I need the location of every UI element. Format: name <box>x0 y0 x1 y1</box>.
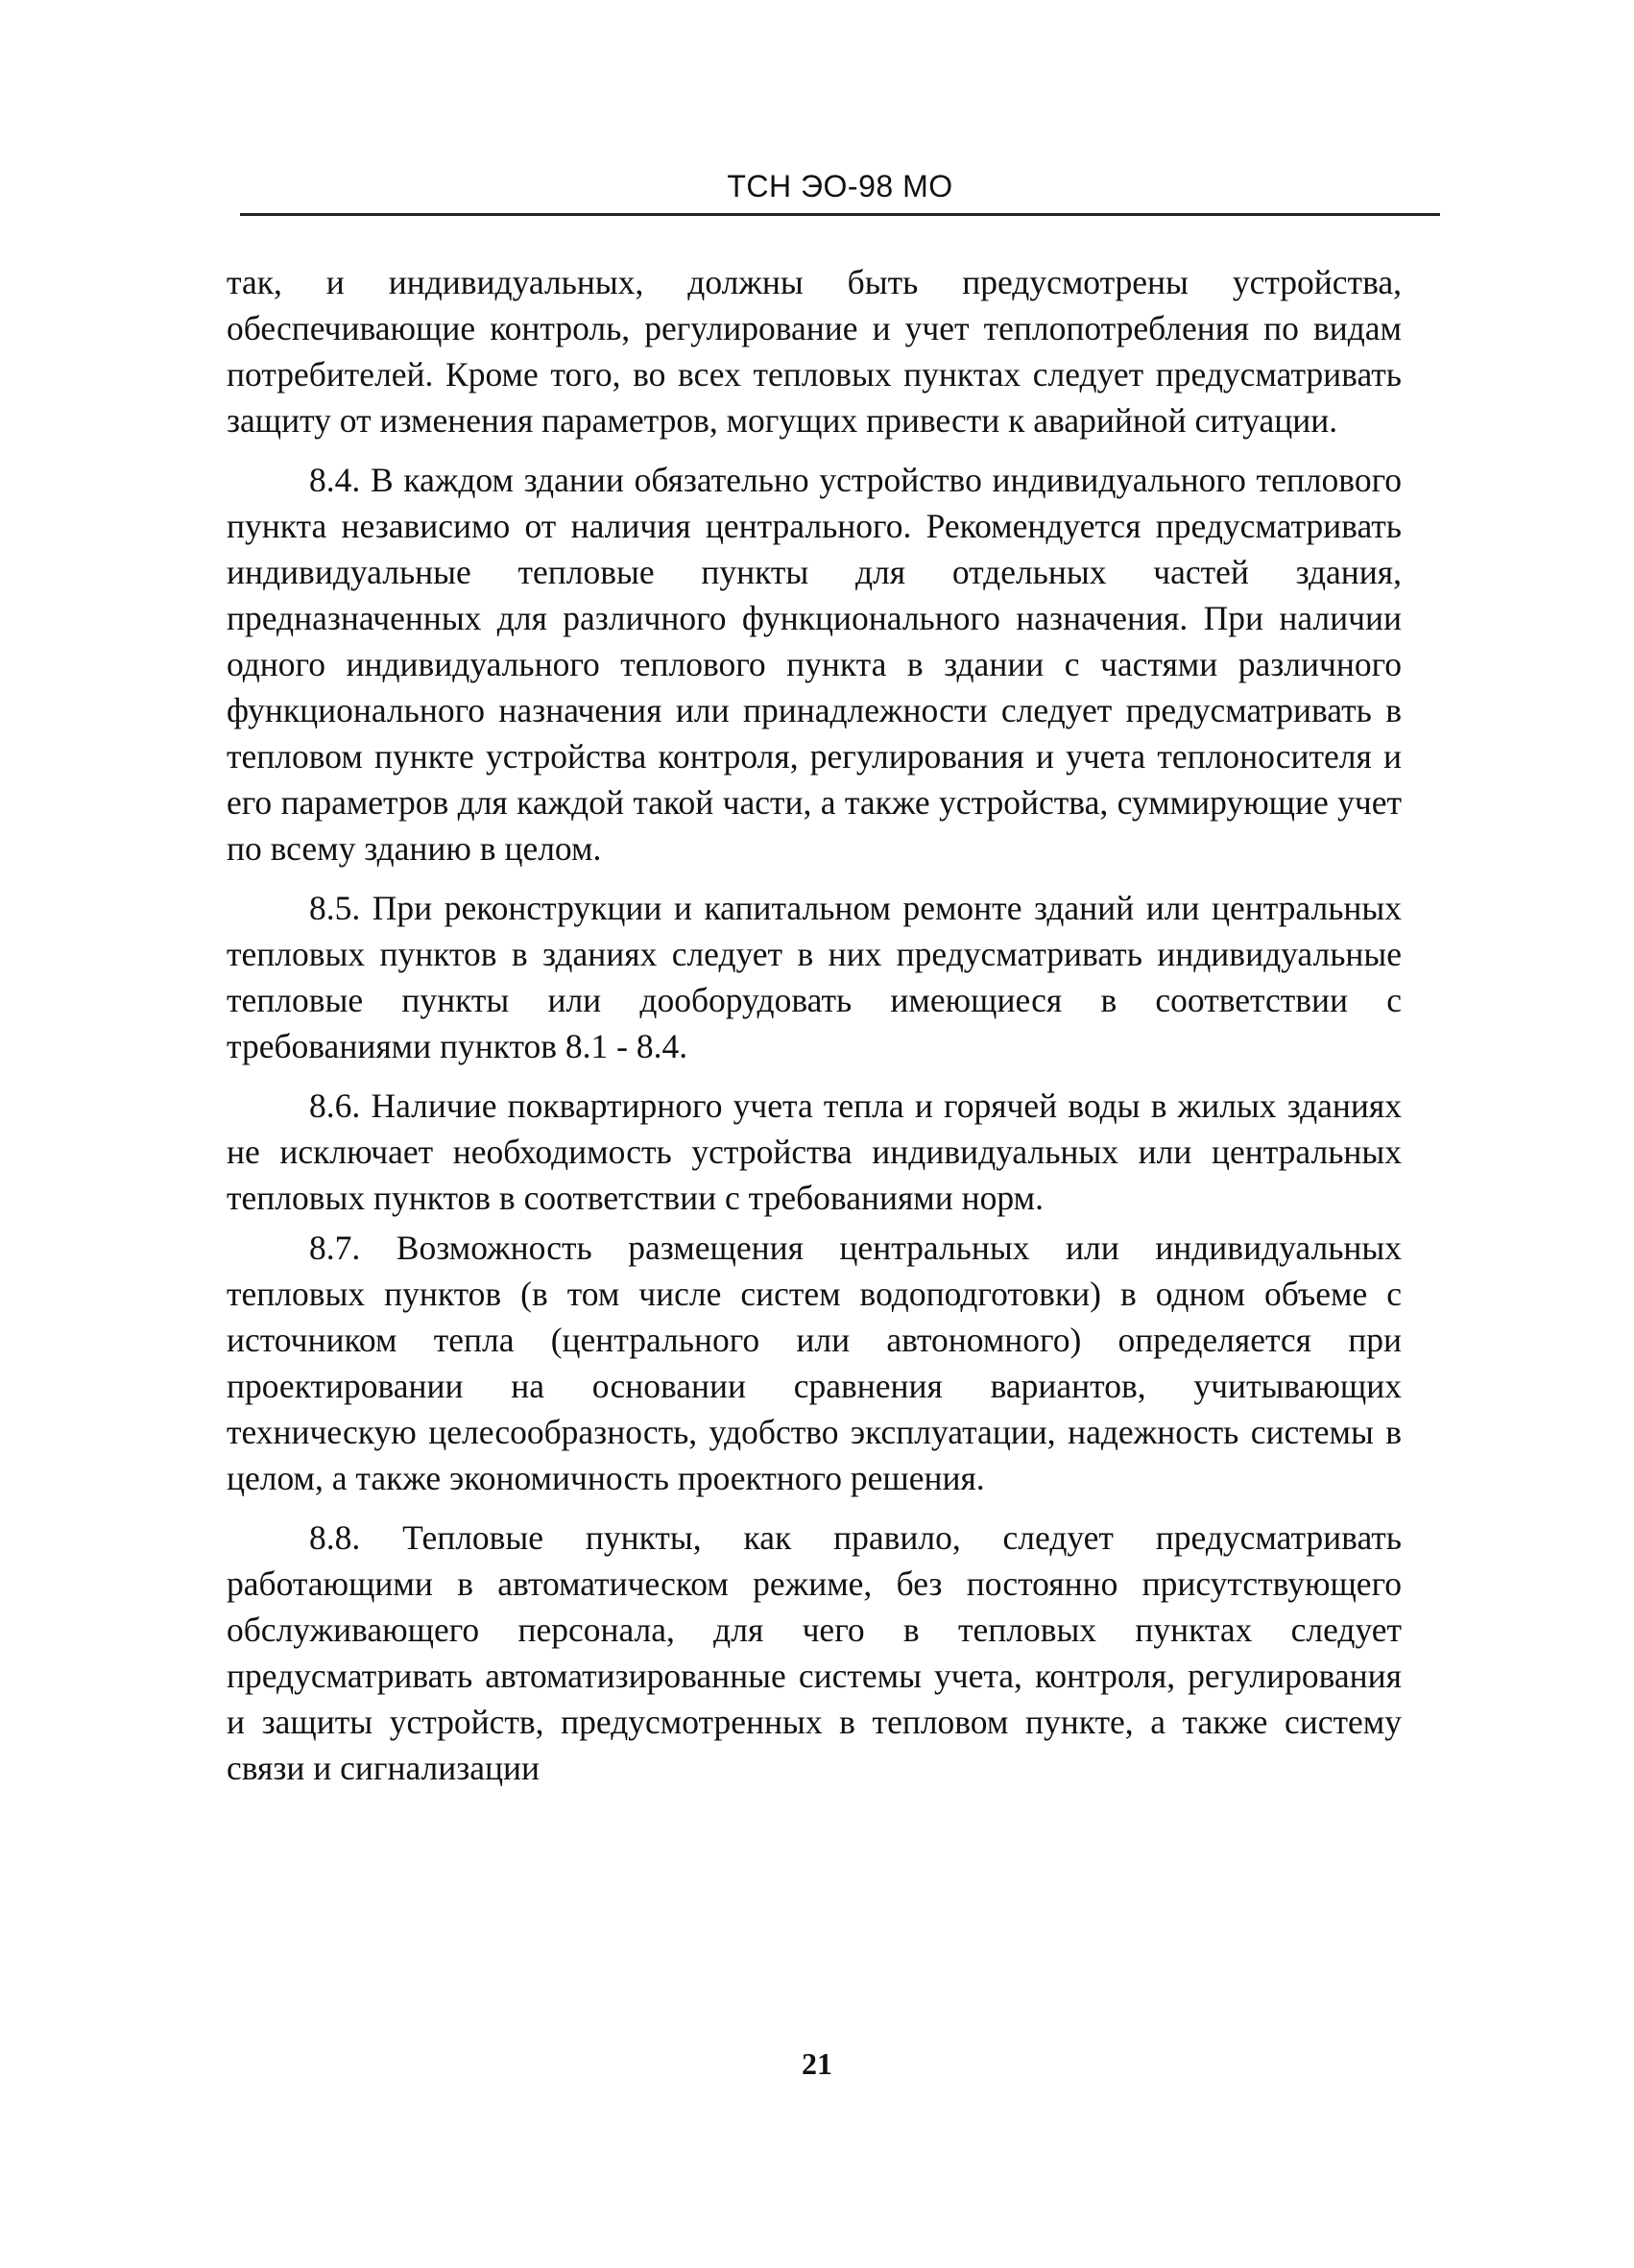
document-header: ТСН ЭО-98 МО <box>727 169 953 203</box>
header-divider <box>240 213 1440 216</box>
paragraph-8-7: 8.7. Возможность размещения центральных или индивидуальных тепловых пунктов (в том числе систем водоподготовки) в одном объеме с источником тепла (центрального или автономного) определяется при проектировании на основании сравнения вариантов, учитывающих техническую целесообразность, удобство эксплуатации, надежность системы в целом, а также экономичность проектного решения. <box>227 1229 1402 1497</box>
document-body <box>227 259 1402 1804</box>
paragraph-8-8: 8.8. Тепловые пункты, как правило, следует предусматривать работающими в автоматическом режиме, без постоянно присутствующего обслуживающего персонала, для чего в тепловых пунктах следует предусматривать автоматизированные системы учета, контроля, регулирования и защиты устройств, предусмотренных в тепловом пункте, а также систему связи и сигнализации <box>227 1518 1402 1787</box>
paragraph-8-5: 8.5. При реконструкции и капитальном ремонте зданий или центральных тепловых пунктов в зданиях следует в них предусматривать индивидуальные тепловые пункты или дооборудовать имеющиеся в соответствии с требованиями пунктов 8.1 - 8.4. <box>227 889 1402 1065</box>
paragraph-8-4: 8.4. В каждом здании обязательно устройство индивидуального теплового пункта независимо от наличия центрального. Рекомендуется предусматривать индивидуальные тепловые пункты для отдельных частей здания, предназначенных для различного функционального назначения. При наличии одного индивидуального теплового пункта в здании с частями различного функционального назначения или принадлежности следует предусматривать в тепловом пункте устройства контроля, регулирования и учета теплоносителя и его параметров для каждой такой части, а также устройства, суммирующие учет по всему зданию в целом. <box>227 461 1402 868</box>
page-number: 21 <box>802 2046 832 2081</box>
paragraph-8-6: 8.6. Наличие поквартирного учета тепла и горячей воды в жилых зданиях не исключает необходимость устройства индивидуальных или центральных тепловых пунктов в соответствии с требованиями норм. <box>227 1086 1402 1217</box>
paragraph-continuation: так, и индивидуальных, должны быть предусмотрены устройства, обеспечивающие контроль, регулирование и учет теплопотребления по видам потребителей. Кроме того, во всех тепловых пунктах следует предусматривать защиту от изменения параметров, могущих привести к аварийной ситуации. <box>227 263 1402 440</box>
